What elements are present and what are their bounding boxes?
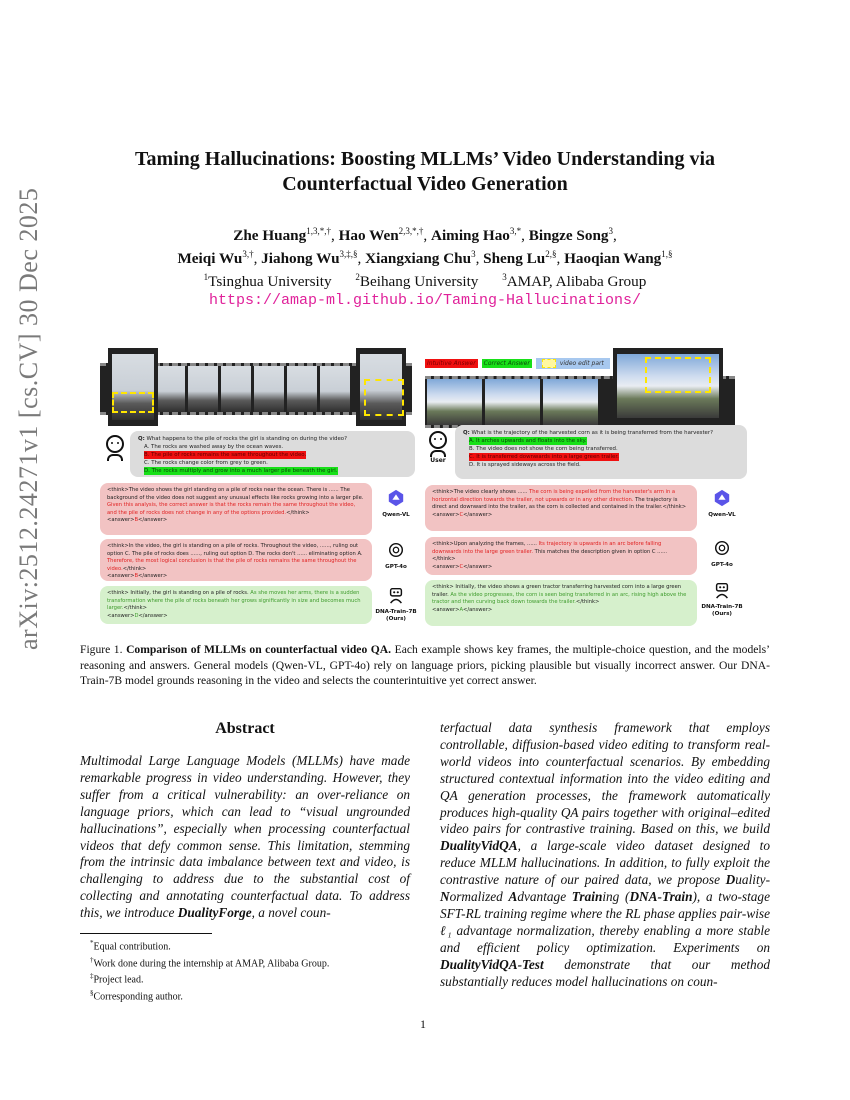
author-line-2: Meiqi $Wu^{3,\dagger}$, Jiahong $Wu^{3,\ddagger,\S}$, Xiangxiang Chu$^3$, Sheng $Lu^{2,\S}$, Haoqian Wang$^{1,\S}$ — [177, 249, 673, 268]
page-number: 1 — [420, 1017, 426, 1031]
option-a: A. The rocks are washed away by the ocean waves. — [144, 444, 284, 450]
figure-panel-right — [423, 343, 743, 628]
response-bubble-gpt4o — [425, 537, 697, 575]
answer-tag-close: </answer> — [463, 606, 493, 613]
title-line-2: Counterfactual Video Generation — [282, 173, 568, 195]
affiliation-name: Tsinghua University — [208, 273, 332, 291]
option-d-correct: D. The rocks multiply and grow into a much larger pile beneath the girl. — [144, 468, 338, 474]
abstract-left-column — [80, 753, 410, 922]
user-body-icon — [430, 450, 446, 457]
answer-value: A — [459, 606, 463, 613]
footnote-text: Corresponding author. — [93, 991, 183, 1003]
footnote-mark: ‡ — [90, 972, 94, 981]
author-sup: 3,* — [509, 226, 522, 236]
robot-icon — [713, 581, 731, 599]
author-name: Haoqian Wang — [564, 250, 662, 268]
user-icon — [427, 431, 449, 464]
footnote-divider — [80, 933, 212, 934]
answer-tag: <answer> — [107, 573, 135, 580]
footnote — [80, 937, 410, 954]
affiliation — [204, 273, 332, 290]
video-frame — [427, 379, 482, 425]
footnote-text: Work done during the internship at AMAP, Alibaba Group. — [93, 957, 330, 969]
question-text — [463, 429, 739, 437]
answer-tag: <answer> — [432, 563, 460, 570]
openai-logo-icon — [387, 541, 405, 559]
answer-tag: <answer> — [432, 606, 460, 613]
answer-tag-close: </answer> — [463, 511, 493, 518]
author-sup: 1,3,*,† — [306, 226, 331, 236]
abstract-text: ormalized — [449, 889, 509, 905]
key-frame-edited — [613, 348, 723, 424]
response-highlight: Given this analysis, the correct answer is that the rocks remain the same throughout the video, and the pile of rocks does not change in any of the options provided. — [107, 502, 356, 516]
user-head-icon — [106, 435, 124, 453]
author-sup: 2,§ — [545, 249, 557, 260]
affiliation-name: Beihang University — [359, 273, 479, 291]
video-frame — [155, 366, 185, 412]
author-name: Sheng Lu — [483, 250, 546, 268]
response-bubble-dna-train — [425, 580, 697, 626]
response-text: <think>The video shows the girl standing on a pile of rocks near the ocean. There is ...... The background of the video does not suggest any unusual effects like rocks growing into a larger pile. — [107, 487, 364, 501]
model-dna-train — [373, 586, 419, 623]
response-bubble-gpt4o — [100, 539, 372, 581]
affiliations — [90, 268, 760, 291]
acronym-letter: D — [725, 872, 736, 888]
option-b: B. The video does not show the corn being transferred. — [469, 446, 618, 452]
model-gpt4o — [699, 539, 745, 569]
video-frame — [485, 379, 540, 425]
response-bubble-dna-train — [100, 586, 372, 624]
model-sub: (Ours) — [386, 616, 406, 622]
legend-intuitive-answer: Intuitive Answer — [427, 360, 476, 367]
author-name: Xiangxiang Chu — [365, 250, 472, 268]
user-body-icon — [107, 454, 123, 461]
response-text-end: </think> — [123, 605, 147, 612]
abstract-text: demonstrate that our method substantially reduces model hallucinations on coun- — [440, 956, 770, 989]
qwen-logo-icon — [387, 489, 405, 507]
response-bubble-qwen — [425, 485, 697, 531]
answer-value: D — [134, 612, 139, 619]
response-bubble-qwen — [100, 483, 372, 535]
footnote-mark: † — [90, 955, 94, 964]
affiliation-sup: 2 — [355, 272, 360, 283]
edit-region-box — [112, 392, 154, 413]
answer-tag-close: </answer> — [138, 612, 168, 619]
response-highlight: Therefore, the most logical conclusion is that the pile of rocks remains the same throughout the video. — [107, 558, 357, 572]
caption-label: Figure 1. — [80, 643, 123, 656]
model-name: GPT-4o — [711, 562, 733, 568]
project-url-link[interactable]: https://amap-ml.github.io/Taming-Hallucinations/ — [208, 292, 642, 310]
author-name: Jiahong Wu — [261, 250, 340, 268]
author-name: Bingze Song — [528, 227, 609, 245]
abstract-heading: Abstract — [215, 720, 275, 737]
model-name: DNA-Train-7B — [701, 604, 743, 610]
dashed-box-icon — [542, 359, 556, 368]
acronym-letter: A — [508, 889, 518, 905]
response-text: <think> Initially, the video shows a green tractor transferring harvested corn into a large green trailer. — [432, 584, 682, 598]
question-prefix: Q: — [463, 430, 470, 436]
question: What happens to the pile of rocks the girl is standing on during the video? — [146, 436, 347, 442]
author-sup: 3,‡,§ — [339, 249, 358, 260]
abstract-text: terfactual data synthesis framework that employs controllable, diffusion-based video editing to transform real-world videos into counterfactual scenarios. By embedding structured contextual information into the video editing and QA generation processes, the framework automatically produces high-quality QA pairs together with original–edited video pairs for contrastive training. Based on this, we build — [440, 720, 770, 837]
option-a-correct: A. It arches upwards and floats into the sky. — [469, 438, 587, 444]
author-name: Meiqi Wu — [177, 250, 243, 268]
legend-correct-answer: Correct Answer — [483, 360, 530, 367]
user-head-icon — [429, 431, 447, 449]
question-box — [455, 425, 747, 479]
response-text-end: </think> — [122, 565, 147, 572]
answer-tag: <answer> — [107, 612, 135, 619]
figure-1 — [98, 343, 753, 628]
author-sup: 3,† — [242, 249, 254, 260]
footnote-mark: * — [90, 939, 94, 947]
legend-edit-label: video edit part — [559, 360, 604, 367]
figure-panel-left — [98, 343, 418, 628]
question: What is the trajectory of the harvested corn as it is being transferred from the harvester? — [471, 430, 713, 436]
abstract-term-dualityvidqa-test: DualityVidQA-Test — [440, 956, 544, 972]
qwen-logo-icon — [713, 489, 731, 507]
video-frame — [287, 366, 317, 412]
openai-logo-icon — [713, 539, 731, 557]
author-name: Aiming Hao — [430, 227, 510, 245]
answer-tag: <answer> — [107, 517, 135, 524]
response-text: <think>Upon analyzing the frames, ...... — [432, 541, 539, 547]
figure-legend — [425, 358, 610, 369]
video-frame — [221, 366, 251, 412]
affiliation-sup: 1 — [203, 272, 209, 283]
answer-value: B — [134, 573, 138, 580]
response-text-end: This matches the description given in option C ...... </think> — [432, 548, 668, 563]
author-sup: 1,§ — [661, 249, 673, 260]
paper-title — [100, 147, 750, 197]
user-icon — [104, 435, 126, 461]
question-box — [130, 431, 415, 477]
footnote-mark: § — [90, 988, 94, 997]
abstract-right-column — [440, 720, 770, 991]
video-frame — [320, 366, 350, 412]
response-highlight: As the video progresses, the corn is seen being transferred in an arc, rising high above the tractor and then curving back down towards the trailer. — [432, 591, 687, 606]
abstract-term-dna-train: DNA-Train — [629, 889, 693, 905]
acronym-letter: N — [440, 889, 450, 905]
footnote — [80, 987, 410, 1004]
author-sup: 2,3,*,† — [398, 226, 424, 236]
model-name: Qwen-VL — [708, 512, 736, 518]
video-frame — [254, 366, 284, 412]
model-dna-train — [699, 581, 745, 618]
abstract-term-dualityvidqa: DualityVidQA — [440, 838, 518, 854]
author-block — [90, 222, 760, 310]
model-sub: (Ours) — [712, 611, 732, 617]
footnote — [80, 954, 410, 971]
question-prefix: Q: — [138, 436, 145, 442]
footnote-text: Equal contribution. — [93, 941, 171, 953]
option-c-intuitive: C. It is transferred downwards into a large green trailer. — [469, 454, 619, 460]
author-name: Zhe Huang — [233, 227, 307, 245]
question-text — [138, 435, 407, 443]
footnote — [80, 970, 410, 987]
acronym-letter: Train — [571, 889, 603, 905]
model-name: Qwen-VL — [382, 512, 410, 518]
answer-value: C — [459, 563, 464, 570]
abstract-term-dualityforge: DualityForge — [177, 905, 252, 921]
abstract-text: , a large-scale video dataset designed to reduce MLLM hallucinations. In addition, to fully exploit the contrastive nature of our paired data, we propose — [440, 838, 770, 888]
edit-region-box — [364, 379, 404, 416]
author-sup: 3 — [608, 226, 613, 236]
video-frame — [188, 366, 218, 412]
response-text: <think>The video clearly shows ...... — [432, 489, 530, 495]
option-c: C. The rocks change color from grey to green. — [144, 460, 268, 466]
answer-tag-close: </answer> — [138, 573, 168, 580]
affiliation — [355, 273, 478, 290]
model-qwen — [699, 489, 745, 519]
model-gpt4o — [373, 541, 419, 571]
model-qwen — [373, 489, 419, 519]
answer-value: C — [459, 511, 464, 518]
author-name: Hao Wen — [338, 227, 399, 245]
video-frame — [543, 379, 598, 425]
author-sup: 3 — [471, 249, 476, 260]
answer-tag-close: </answer> — [463, 563, 493, 570]
option-b-intuitive: B. The pile of rocks remains the same throughout the video. — [144, 452, 307, 458]
footnotes — [80, 937, 410, 1004]
abstract-text: uality- — [735, 872, 770, 888]
affiliation-sup: 3 — [502, 272, 507, 283]
answer-value: B — [134, 517, 138, 524]
answer-tag: <answer> — [432, 511, 460, 518]
response-highlight: The corn is being expelled from the harvester's arm in a horizontal direction towards the trailer, not upwards or in any other direction. — [432, 489, 676, 503]
title-line-1: Taming Hallucinations: Boosting MLLMs’ Video Understanding via — [134, 148, 716, 170]
response-highlight: Its trajectory is upwards in an arc before falling downwards into the large green trailer. — [432, 541, 662, 555]
abstract-text: dvantage — [517, 889, 572, 905]
author-line-1: Zhe Huang$^{1,3,*,\dagger}$, Hao Wen$^{2,3,*,\dagger}$, Aiming Hao$^{3,*}$, Bingze Song$^3$, — [233, 226, 617, 245]
affiliation-name: AMAP, Alibaba Group — [506, 273, 647, 291]
arxiv-identifier: arXiv:2512.24271v1 [cs.CV] 30 Dec 2025 — [14, 187, 43, 650]
figure-caption — [80, 642, 770, 689]
legend-video-edit — [536, 358, 610, 369]
response-text: <think> Initially, the girl is standing on a pile of rocks. — [107, 590, 251, 596]
response-text-end: The trajectory is direct and downward into the trailer, as the corn is collected and contained in the trailer.</think> — [432, 496, 687, 511]
model-name: GPT-4o — [385, 564, 407, 570]
key-frame-first — [108, 348, 158, 426]
robot-icon — [387, 586, 405, 604]
footnote-text: Project lead. — [93, 974, 144, 986]
key-frame-last — [356, 348, 406, 426]
abstract-text: , a novel coun- — [251, 905, 331, 921]
edit-region-box — [645, 357, 711, 393]
option-d: D. It is sprayed sideways across the field. — [469, 462, 581, 468]
model-name: DNA-Train-7B — [375, 609, 417, 615]
response-text-end: </think> — [575, 599, 600, 606]
answer-tag-close: </answer> — [138, 517, 168, 524]
caption-title: Comparison of MLLMs on counterfactual video QA. — [126, 643, 392, 656]
abstract-text: Multimodal Large Language Models (MLLMs) have made remarkable progress in video understanding. However, they suffer from a critical vulnerability: an over-reliance on language priors, which can lead to “visual ungrounded hallucinations”, especially when processing counterfactual videos that defy common sense. This limitation, stemming from the intrinsic data imbalance between text and video, is challenging to address due to the substantial cost of collecting and annotating counterfactual data. To address this, we introduce — [80, 753, 410, 921]
affiliation — [502, 273, 646, 290]
response-highlight: As she moves her arms, there is a sudden transformation where the pile of rocks beneath her grows significantly in size and becomes much larger. — [107, 590, 361, 612]
abstract-text: ), a two-stage SFT-RL training regime where the RL phase applies pair-wise ℓ₁ advantage normalization, thereby enabling a more stable and efficient policy optimization. Experiments on — [440, 889, 770, 955]
response-text: <think>In the video, the girl is standing on a pile of rocks. Throughout the video, ......, ruling out option C. The pile of rocks does ......, ruling out option D. The rocks don't ...... eliminating option A. — [107, 543, 363, 557]
user-label: User — [430, 457, 446, 464]
response-text-end: </think> — [286, 509, 310, 516]
caption-text: Each example shows key frames, the multiple-choice question, and the models’ reasoning and answers. General models (Qwen-VL, GPT-4o) rely on language priors, picking plausible but visually incorrect answer. Our DNA-Train-7B model grounds reasoning in the video and selects the counterintuitive yet correct answer. — [80, 643, 771, 687]
abstract-text: ing ( — [602, 889, 630, 905]
